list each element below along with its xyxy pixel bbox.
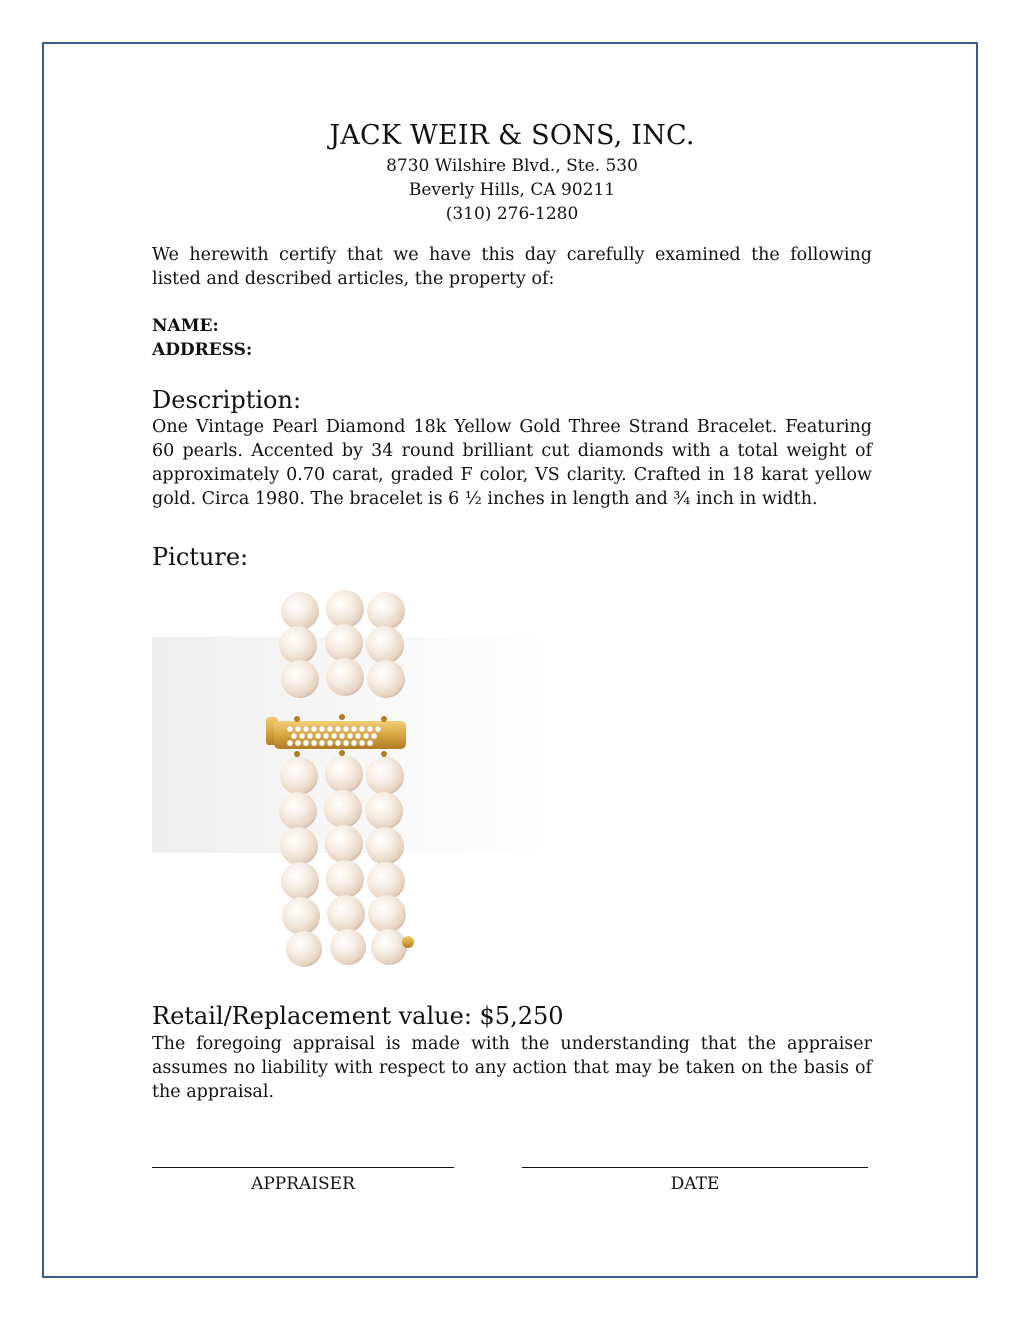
- pearl-strand-right: [365, 592, 407, 965]
- pearl-strand-left: [279, 592, 322, 967]
- certification-text: We herewith certify that we have this day carefully examined the following listed and described articles, the property of:: [152, 245, 872, 289]
- appraiser-signature-line: [152, 1167, 454, 1168]
- company-address-line1: 8730 Wilshire Blvd., Ste. 530: [386, 156, 638, 176]
- disclaimer-text: The foregoing appraisal is made with the understanding that the appraiser assumes no liability with respect to any action that may be taken on the basis of the appraisal.: [152, 1034, 872, 1102]
- company-name: JACK WEIR & SONS, INC.: [329, 120, 695, 151]
- description-text: One Vintage Pearl Diamond 18k Yellow Gold Three Strand Bracelet. Featuring 60 pearls. Accented by 34 round brilliant cut diamonds with a total weight of approximately 0.70 carat, graded F color, VS clarity. Crafted in 18 karat yellow gold. Circa 1980. The bracelet is 6 ½ inches in length and ¾ inch in width.: [152, 417, 872, 509]
- owner-block: [152, 314, 872, 362]
- pearl-bracelet-image: [152, 571, 548, 968]
- pearl-strand-middle: [324, 590, 366, 965]
- company-header: [152, 118, 872, 226]
- bracelet-photo: [152, 571, 548, 968]
- address-label: ADDRESS:: [152, 340, 253, 360]
- value-heading: Retail/Replacement value: $5,250: [152, 1002, 564, 1030]
- appraiser-label: APPRAISER: [251, 1174, 355, 1194]
- date-label: DATE: [670, 1174, 720, 1194]
- date-signature-line: [522, 1167, 868, 1168]
- company-address-line2: Beverly Hills, CA 90211: [408, 180, 616, 200]
- picture-heading: Picture:: [152, 543, 249, 571]
- description-heading: Description:: [152, 386, 302, 414]
- company-phone: (310) 276-1280: [445, 204, 579, 224]
- name-label: NAME:: [152, 316, 219, 336]
